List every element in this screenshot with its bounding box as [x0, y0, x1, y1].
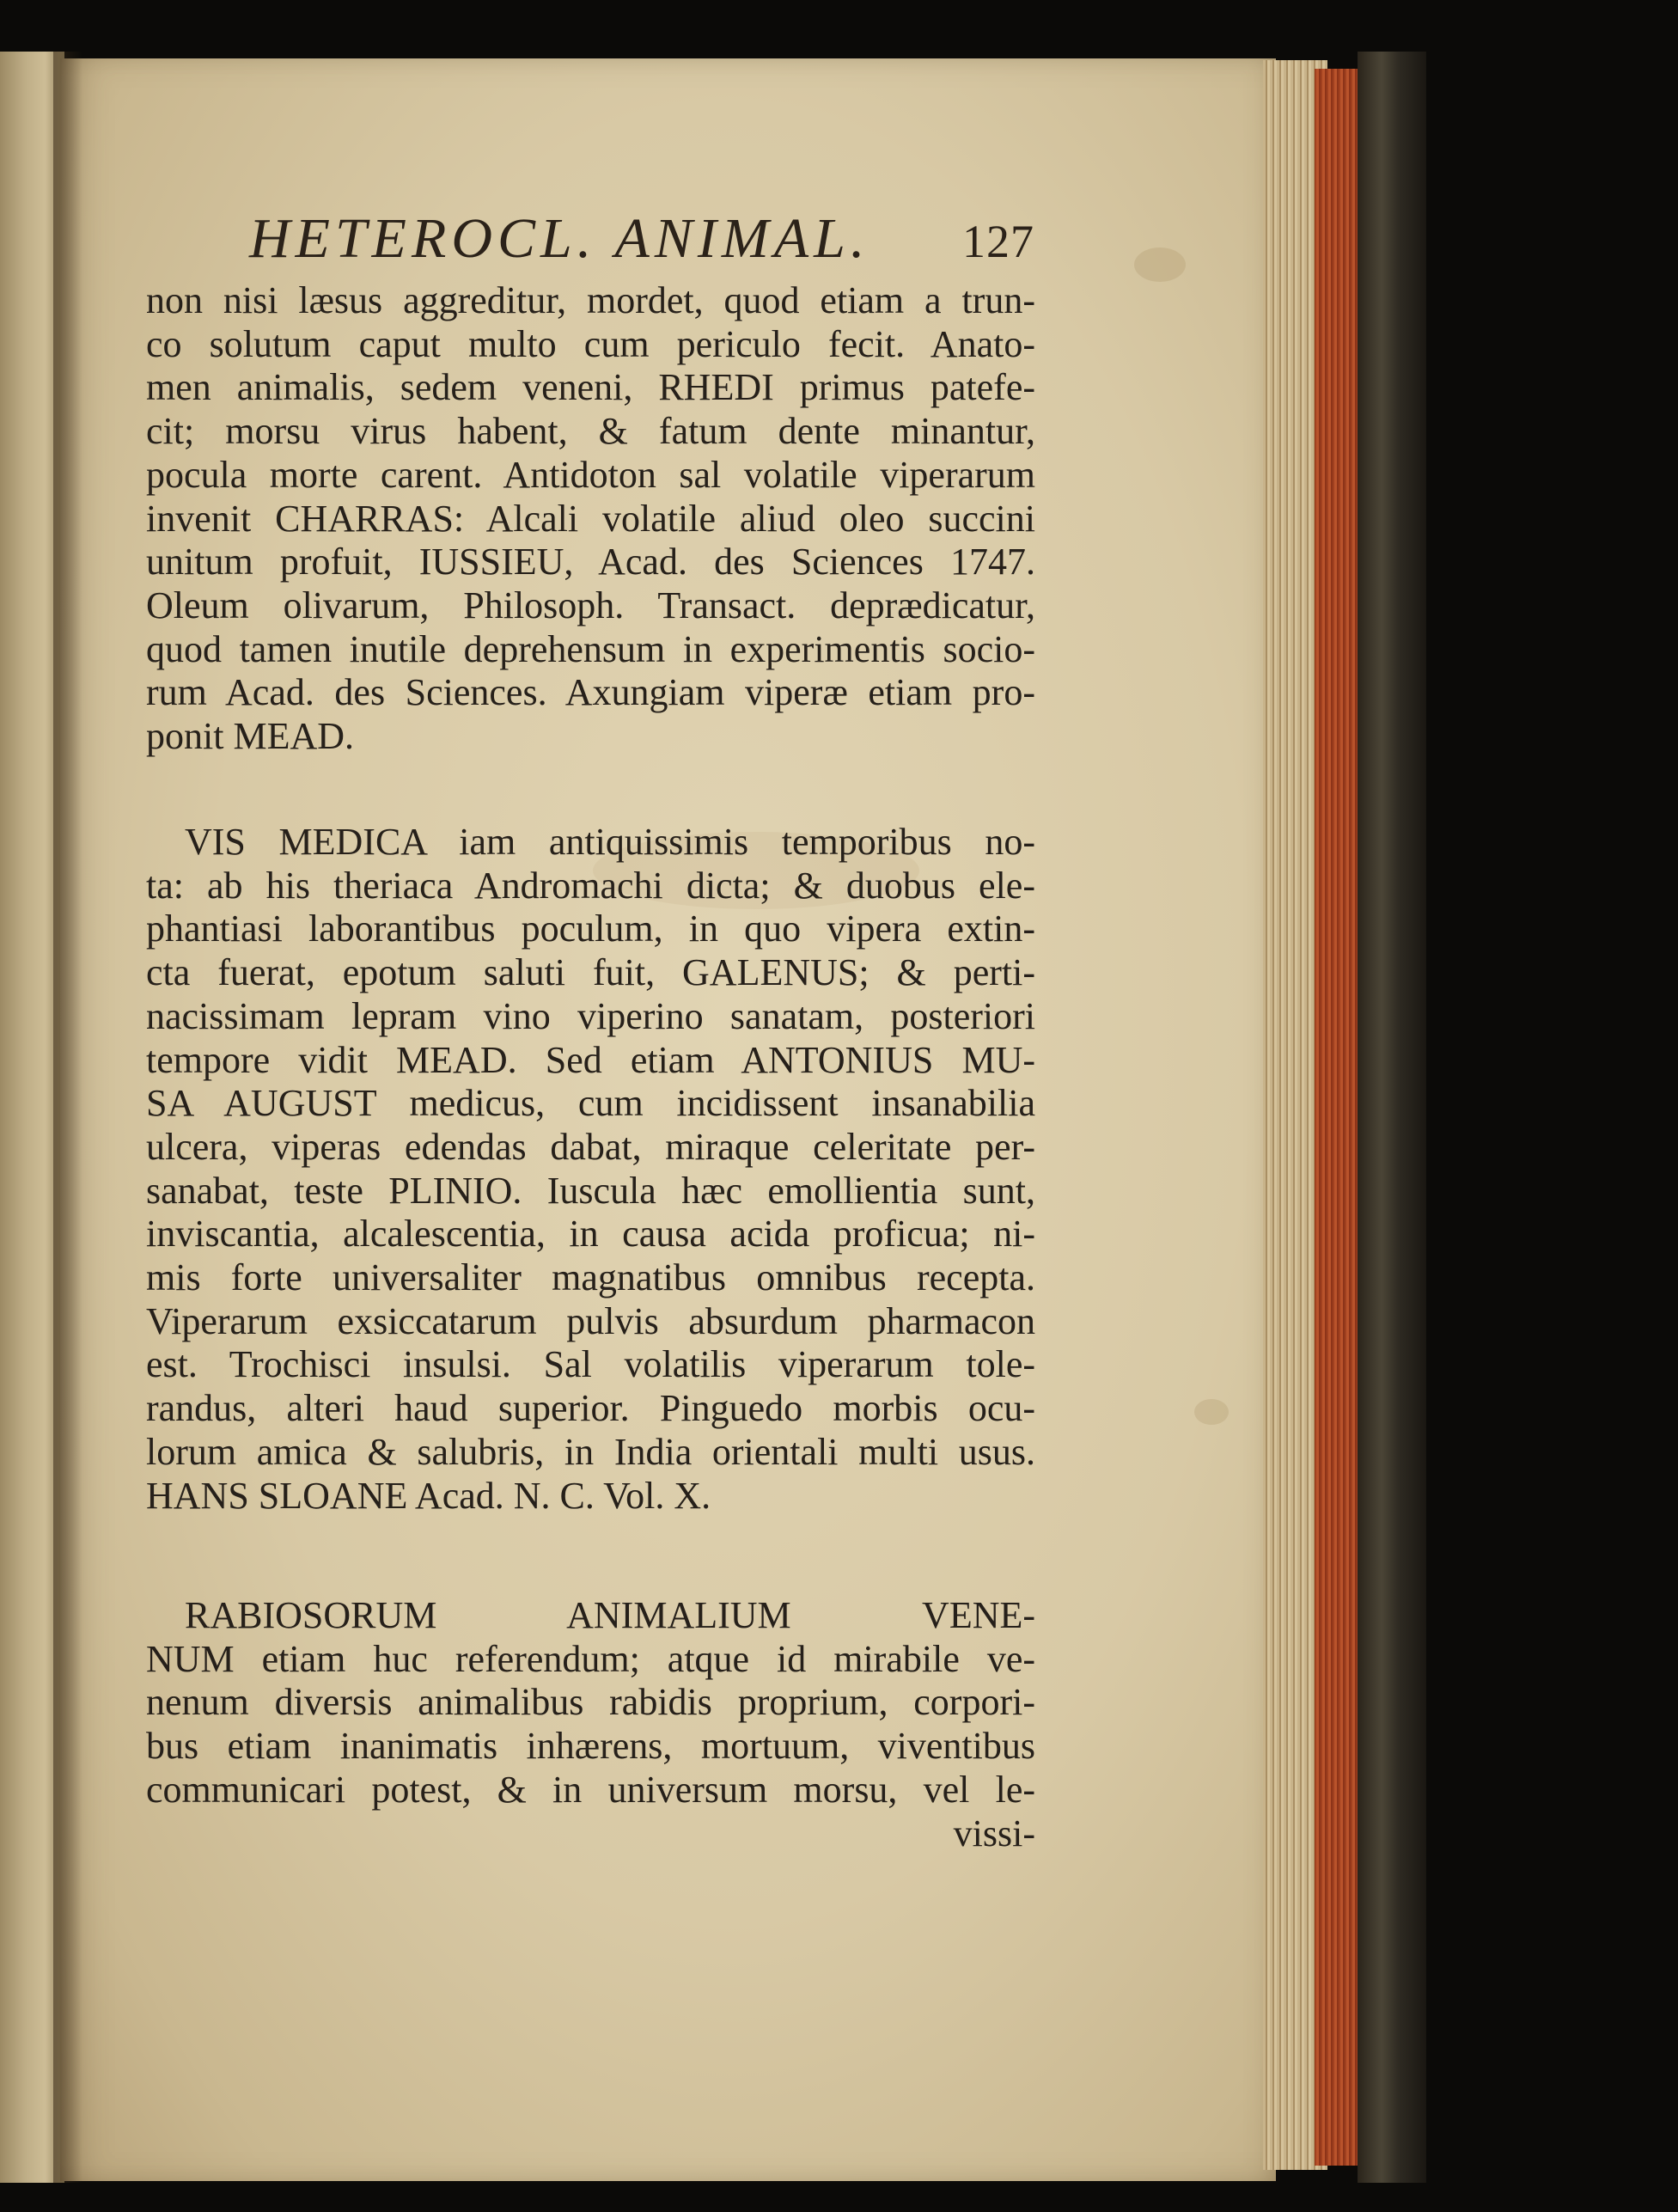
text-line: ta: ab his theriaca Andromachi dicta; & duobus ele-	[146, 864, 1035, 907]
paragraph-3	[146, 1594, 1035, 1855]
text-line: communicari potest, & in universum morsu, vel le-	[146, 1768, 1035, 1811]
text-line: ulcera, viperas edendas dabat, miraque celeritate per-	[146, 1125, 1035, 1168]
text-line: VIS MEDICA iam antiquissimis temporibus no-	[185, 821, 1035, 863]
paper-stain	[1194, 1399, 1229, 1425]
text-line: men animalis, sedem veneni, RHEDI primus patefe-	[146, 366, 1035, 409]
page-number: 127	[962, 216, 1034, 267]
text-line: lorum amica & salubris, in India orientali multi usus.	[146, 1430, 1035, 1473]
text-line: non nisi læsus aggreditur, mordet, quod etiam a trun-	[146, 279, 1035, 321]
text-line: RABIOSORUM ANIMALIUM VENE-	[185, 1594, 1035, 1636]
text-line: invenit CHARRAS: Alcali volatile aliud oleo succini	[146, 497, 1035, 540]
text-line: sanabat, teste PLINIO. Iuscula hæc emollientia sunt,	[146, 1169, 1035, 1212]
text-line: phantiasi laborantibus poculum, in quo vipera extin-	[146, 907, 1035, 950]
catchword: vissi-	[953, 1812, 1035, 1855]
running-title: HETEROCL. ANIMAL.	[249, 207, 870, 270]
text-line: randus, alteri haud superior. Pinguedo morbis ocu-	[146, 1387, 1035, 1430]
text-line: nenum diversis animalibus rabidis proprium, corpori-	[146, 1681, 1035, 1724]
text-line: tempore vidit MEAD. Sed etiam ANTONIUS MU-	[146, 1038, 1035, 1081]
text-line: quod tamen inutile deprehensum in experimentis socio-	[146, 627, 1035, 670]
text-line: cit; morsu virus habent, & fatum dente minantur,	[146, 410, 1035, 453]
text-line: SA AUGUST medicus, cum incidissent insanabilia	[146, 1082, 1035, 1125]
running-header	[249, 206, 1040, 270]
paragraph-2	[146, 821, 1035, 1518]
text-line: nacissimam lepram vino viperino sanatam, posteriori	[146, 994, 1035, 1037]
text-line: NUM etiam huc referendum; atque id mirabile ve-	[146, 1637, 1035, 1680]
text-line: mis forte universaliter magnatibus omnibus recepta.	[146, 1256, 1035, 1299]
text-line: cta fuerat, epotum saluti fuit, GALENUS; & perti-	[146, 951, 1035, 994]
text-line: Viperarum exsiccatarum pulvis absurdum pharmacon	[146, 1299, 1035, 1342]
text-line: bus etiam inanimatis inhærens, mortuum, viventibus	[146, 1725, 1035, 1768]
gutter-shadow	[53, 52, 82, 2183]
paragraph-1	[146, 279, 1035, 759]
text-line: ponit MEAD.	[146, 715, 354, 758]
text-line: rum Acad. des Sciences. Axungiam viperæ etiam pro-	[146, 671, 1035, 714]
paper-stain	[1134, 247, 1186, 282]
text-line: Oleum olivarum, Philosoph. Transact. deprædicatur,	[146, 584, 1035, 626]
text-line: unitum profuit, IUSSIEU, Acad. des Sciences 1747.	[146, 541, 1035, 584]
red-fore-edge	[1315, 69, 1358, 2166]
text-line: est. Trochisci insulsi. Sal volatilis viperarum tole-	[146, 1343, 1035, 1386]
text-line: inviscantia, alcalescentia, in causa acida proficua; ni-	[146, 1213, 1035, 1256]
text-line: co solutum caput multo cum periculo fecit. Anato-	[146, 322, 1035, 365]
text-line: pocula morte carent. Antidoton sal volatile viperarum	[146, 453, 1035, 496]
text-line: HANS SLOANE Acad. N. C. Vol. X.	[146, 1474, 711, 1517]
book-binding	[1358, 52, 1426, 2183]
